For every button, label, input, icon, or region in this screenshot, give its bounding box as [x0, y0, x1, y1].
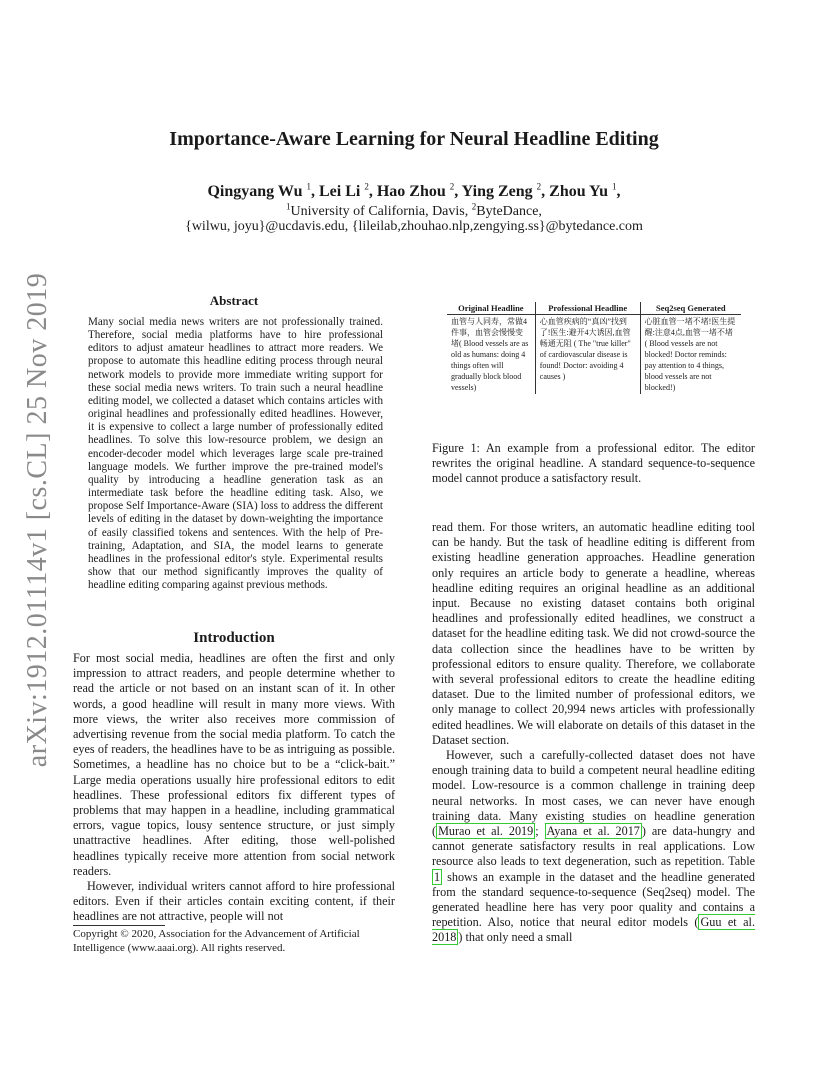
- table-cell: 血管与人同寿，常做4件事，血管会慢慢变堵( Blood vessels are as old as humans: doing 4 things often will gradually block blood vessels): [451, 317, 529, 392]
- table-row: [447, 315, 741, 395]
- abstract-heading: Abstract: [209, 293, 259, 308]
- affiliation-mark: 1: [286, 201, 291, 212]
- introduction-body-continued: [432, 520, 755, 946]
- affiliation-ucdavis: University of California, Davis,: [290, 204, 472, 219]
- affiliations: [0, 201, 828, 220]
- table-header: Original Headline: [447, 302, 535, 315]
- citation-link[interactable]: Guu et al. 2018: [432, 915, 755, 945]
- arxiv-identifier: arXiv:1912.01114v1 [cs.CL] 25 Nov 2019: [22, 272, 53, 768]
- affiliation-bytedance: ByteDance,: [476, 204, 542, 219]
- paragraph-text: ) that only need a small: [458, 930, 573, 945]
- author-name: Hao Zhou: [376, 183, 446, 200]
- paragraph-text: shows an example in the dataset and the headline generated from the standard sequence-to-sequence (Seq2seq) model. The generated headline here has very poor quality and contains a repetition. Also, notice that neural editor models (: [432, 869, 755, 930]
- author-line: Qingyang Wu $^1$, Lei Li $^2$, Hao Zhou $^2$, Ying Zeng $^2$, Zhou Yu $^1$,: [207, 181, 621, 200]
- table-header: Seq2seq Generated: [640, 302, 741, 315]
- table-reference-link[interactable]: 1: [434, 869, 441, 884]
- table-cell: 心血管疾病的“真凶”找到了!医生:避开4大诱因,血管畅通无阻 ( The "true killer" of cardiovascular disease is found! Doctor: avoiding 4 causes ): [535, 315, 640, 395]
- citation-link[interactable]: Murao et al. 2019: [438, 824, 534, 839]
- introduction-body: [73, 651, 395, 925]
- author-name: Lei Li: [319, 183, 361, 200]
- author-affiliation-mark: 1: [306, 181, 311, 192]
- author-name: Qingyang Wu: [207, 183, 303, 200]
- intro-paragraph: For most social media, headlines are often the first and only impression to attract readers, and people determine whether to read the article or not based on an instant scan of it. In other words, a good headline will result in many more views. With more views, the writer also receives more commission of advertising revenue from the social media platform. To catch the eyes of readers, the headlines have to be as intriguing as possible. Sometimes, a headline has no choice but to be a “click-bait.” Large media operations usually hire professional editors to edit headlines. These professional editors fix different types of problems that may happen in a headline, including grammatical errors, vague topics, lousy sentence structure, or just simply unattractive headlines. After editing, those well-polished headlines typically receive more attention from social network readers.: [73, 651, 395, 878]
- copyright-notice: Copyright © 2020, Association for the Advancement of Artificial Intelligence (www.aaai.org). All rights reserved.: [73, 928, 360, 954]
- abstract-text: Many social media news writers are not professionally trained. Therefore, social media platforms have to hire professional editors to adjust amateur headlines to attract more readers. We propose to automate this headline editing process through neural network models to provide more immediate writing support for these social media news writers. To train such a neural headline editing model, we collected a dataset which contains articles with original headlines and professionally edited headlines. However, it is expensive to collect a large number of professionally edited headlines. To solve this low-resource problem, we design an encoder-decoder model which leverages large scale pre-trained language models. We further improve the pre-trained model's quality by introducing a headline generation task as an intermediate task before the headline editing task. Also, we propose Self Importance-Aware (SIA) loss to address the different levels of editing in the dataset by down-weighting the importance of easily classified tokens and sentences. With the help of Pre-training, Adaptation, and SIA, the model learns to generate headlines in the professional editor's style. Experimental results show that our method significantly improves the quality of headline editing comparing against previous methods.: [88, 316, 383, 592]
- intro-paragraph: [432, 748, 755, 946]
- paragraph-text: ;: [535, 824, 545, 839]
- author-emails: {wilwu, joyu}@ucdavis.edu, {lileilab,zhouhao.nlp,zengying.ss}@bytedance.com: [185, 219, 643, 234]
- intro-paragraph: read them. For those writers, an automatic headline editing tool can be handy. But the task of headline editing is different from existing headline generation approaches. Headline generation only requires an article body to generate a headline, whereas headline editing requires an original headline as an additional input. Because no existing dataset contains both original headlines and professionally edited headlines, we construct a dataset for the headline editing task. We did not crowd-source the data collection since the headlines have to be written by professional editors to ensure quality. Therefore, we collaborate with several professional editors to create the headline editing dataset. Due to the limited number of professional editors, we only manage to collect 20,994 news articles with professionally edited headlines. We will elaborate on details of this dataset in the Dataset section.: [432, 520, 755, 747]
- table-header: Professional Headline: [535, 302, 640, 315]
- paragraph-text: ) are data-hungry and cannot generate satisfactory results in real applications. Low resource also leads to text degeneration, such as repetition. Table: [432, 824, 755, 869]
- citation-link[interactable]: Ayana et al. 2017: [546, 824, 640, 839]
- author-name: Zhou Yu: [549, 183, 609, 200]
- author-affiliation-mark: 1: [612, 181, 617, 192]
- paper-title: Importance-Aware Learning for Neural Headline Editing: [169, 128, 659, 150]
- introduction-heading: Introduction: [193, 630, 275, 646]
- arxiv-sidebar: [12, 270, 60, 770]
- table-cell: 心脏血管一堵不堵!医生提醒:注意4点,血管一堵不堵 ( Blood vessels are not blocked! Doctor reminds: pay attention to 4 things, blood vessels are not blocked!): [640, 315, 741, 395]
- author-affiliation-mark: 2: [364, 181, 369, 192]
- author-affiliation-mark: 2: [449, 181, 455, 192]
- figure-1-table: [447, 302, 741, 394]
- author-name: Ying Zeng: [461, 183, 533, 200]
- footnote-rule: [73, 925, 165, 926]
- intro-paragraph: However, individual writers cannot afford to hire professional editors. Even if their articles contain exciting content, if their headlines are not attractive, people will not: [73, 879, 395, 924]
- paragraph-text: However, such a carefully-collected dataset does not have enough training data to build a competent neural headline editing model. Low-resource is a common challenge in training deep neural networks. In most cases, we can never have enough training data. Many existing studies on headline generation (: [432, 748, 755, 839]
- author-affiliation-mark: 2: [536, 181, 542, 192]
- affiliation-mark: 2: [471, 201, 477, 212]
- figure-caption: Figure 1: An example from a professional editor. The editor rewrites the original headline. A standard sequence-to-sequence model cannot produce a satisfactory result.: [432, 441, 755, 486]
